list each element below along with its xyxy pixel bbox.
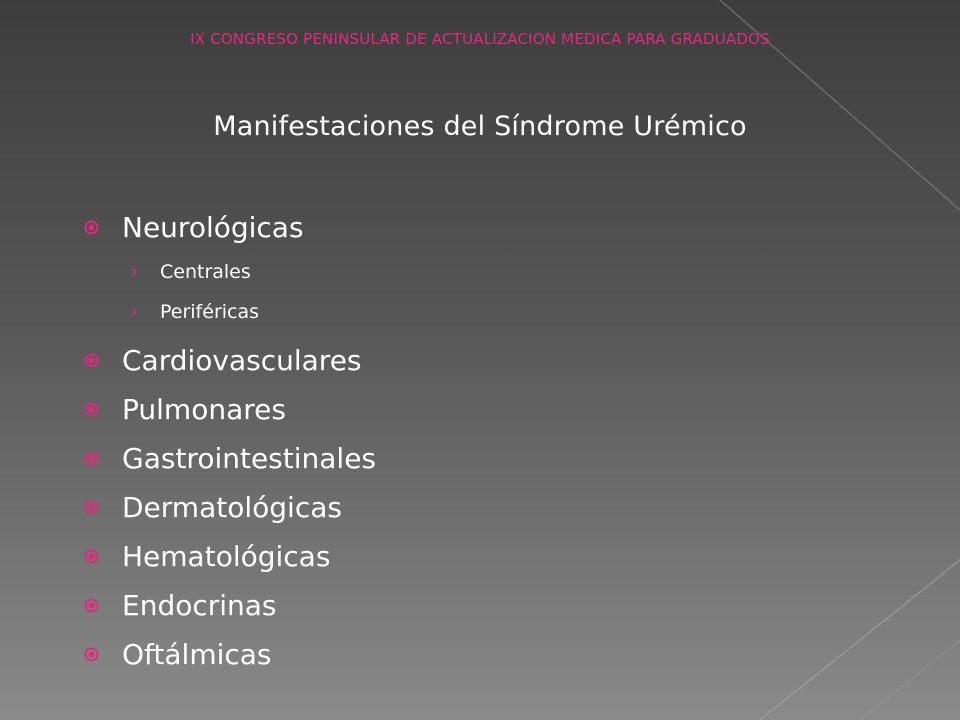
bullet-label: Pulmonares	[122, 393, 286, 426]
sub-list	[84, 252, 376, 336]
target-bullet-icon	[84, 500, 99, 515]
bullet-label: Dermatológicas	[122, 491, 342, 524]
target-bullet-icon	[84, 647, 99, 662]
slide-subtitle: Manifestaciones del Síndrome Urémico	[213, 111, 747, 142]
bullet-label: Gastrointestinales	[122, 442, 377, 475]
list-item	[84, 203, 376, 336]
bullet-item-gastrointestinales	[84, 434, 376, 483]
bullet-item-hematologicas	[84, 532, 376, 581]
target-bullet-icon	[84, 451, 99, 466]
bullet-item-cardiovasculares	[84, 336, 376, 385]
sub-item-label: Centrales	[160, 261, 251, 283]
bullet-item-dermatologicas	[84, 483, 376, 532]
bullet-item-neurologicas	[84, 203, 376, 252]
bullet-label: Oftálmicas	[122, 638, 272, 671]
target-bullet-icon	[84, 549, 99, 564]
bullet-label: Hematológicas	[122, 540, 331, 573]
target-bullet-icon	[84, 353, 99, 368]
target-bullet-icon	[84, 220, 99, 235]
sub-item-label: Periféricas	[160, 301, 260, 323]
target-bullet-icon	[84, 402, 99, 417]
conference-title: IX CONGRESO PENINSULAR DE ACTUALIZACION MEDICA PARA GRADUADOS	[190, 30, 770, 48]
bullet-list	[84, 203, 376, 679]
bullet-item-pulmonares	[84, 385, 376, 434]
bullet-label: Cardiovasculares	[122, 344, 362, 377]
bullet-item-endocrinas	[84, 581, 376, 630]
sub-item-perifericas	[124, 292, 376, 332]
bullet-label: Neurológicas	[122, 211, 304, 244]
bullet-label: Endocrinas	[122, 589, 277, 622]
sub-item-centrales	[124, 252, 376, 292]
bullet-item-oftalmicas	[84, 630, 376, 679]
chevron-right-icon: ›	[130, 299, 138, 323]
target-bullet-icon	[84, 598, 99, 613]
chevron-right-icon: ›	[130, 259, 138, 283]
